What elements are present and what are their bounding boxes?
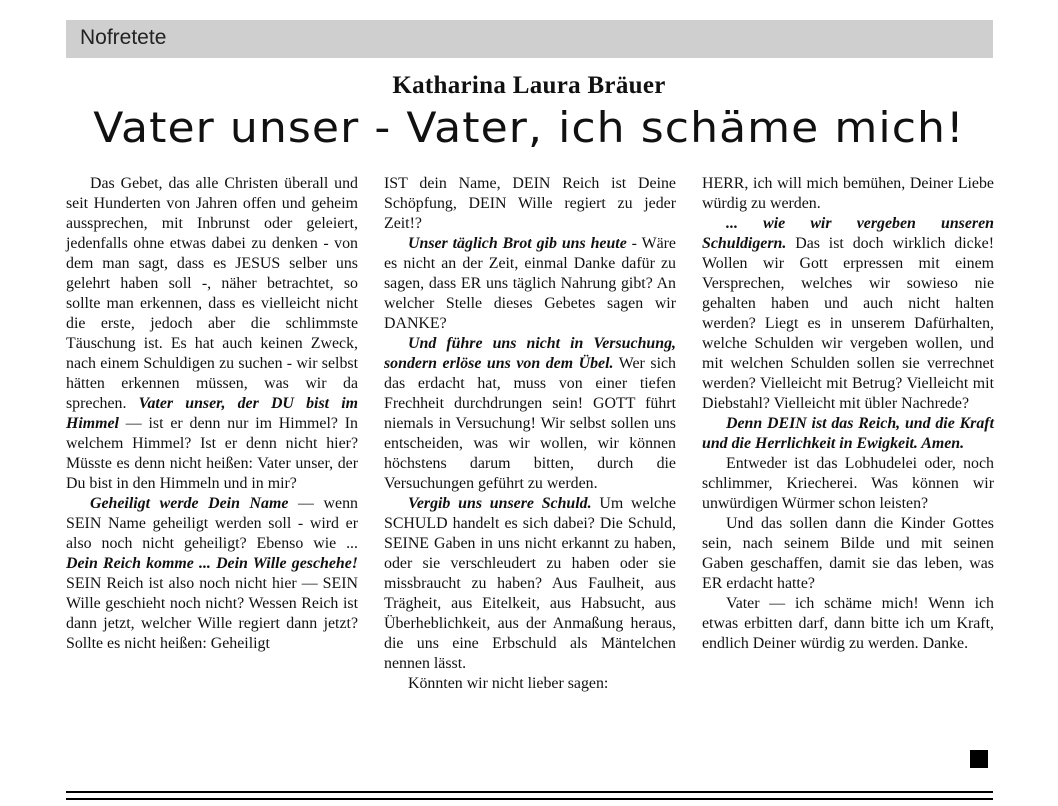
end-of-article-mark <box>970 750 988 768</box>
bottom-rule <box>66 791 993 793</box>
paragraph: Geheiligt werde Dein Name — wenn SEIN Name geheiligt werden soll - wird er also noch nicht geheiligt? Ebenso wie ... Dein Reich komme ... Dein Wille geschehe! SEIN Reich ist also noch nicht hier — SEIN Wille geschieht noch nicht? Wessen Reich ist dann jetzt, welcher Wille regiert dann jetzt? Sollte es nicht heißen: Geheiligt <box>66 495 358 652</box>
paragraph: Und das sollen dann die Kinder Gottes sein, nach seinem Bilde und mit seinen Gaben geschaffen, damit sie das leben, was ER erdacht hatte? <box>702 515 994 592</box>
paragraph: Denn DEIN ist das Reich, und die Kraft und die Herrlichkeit in Ewigkeit. Amen. <box>702 415 994 452</box>
section-header-bar <box>66 20 993 58</box>
bottom-rule-double <box>66 798 993 800</box>
text-column-3 <box>702 174 994 654</box>
paragraph: ... wie wir vergeben unseren Schuldigern. Das ist doch wirklich dicke! Wollen wir Gott erpressen mit einem Versprechen, welches wir sowieso nie gehalten haben und auch nicht halten werden? Liegt es in unserem Dafürhalten, welche Schulden wir vergeben wollen, und mit welchen Schulden sollen sie verrechnet werden? Vielleicht mit Betrug? Vielleicht mit Diebstahl? Vielleicht mit übler Nachrede? <box>702 215 994 412</box>
paragraph: Unser täglich Brot gib uns heute - Wäre es nicht an der Zeit, einmal Danke dafür zu sagen, dass ER uns täglich Nahrung gibt? An welcher Stelle dieses Gebetes sagen wir DANKE? <box>384 235 676 332</box>
paragraph: Vater — ich schäme mich! Wenn ich etwas erbitten darf, dann bitte ich um Kraft, endlich Deiner würdig zu werden. Danke. <box>702 595 994 652</box>
paragraph: Entweder ist das Lobhudelei oder, noch schlimmer, Kriecherei. Was können wir unwürdigen Würmer schon leisten? <box>702 455 994 512</box>
paragraph: HERR, ich will mich bemühen, Deiner Liebe würdig zu werden. <box>702 175 994 212</box>
paragraph: Und führe uns nicht in Versuchung, sondern erlöse uns von dem Übel. Wer sich das erdacht hat, muss von einer tiefen Frechheit durchdrungen sein! GOTT führt niemals in Versuchung! Wir selbst sollen uns entscheiden, was wir wollen, wir können höchstens darum bitten, durch die Versuchungen geführt zu werden. <box>384 335 677 492</box>
paragraph: Vergib uns unsere Schuld. Um welche SCHULD handelt es sich dabei? Die Schuld, SEINE Gaben in uns nicht erkannt zu haben, oder sie verschleudert zu haben oder sie missbraucht zu haben? Aus Faulheit, aus Trägheit, aus Eitelkeit, aus Habsucht, aus Überheblichkeit, aus der Anmaßung heraus, die uns eine Erbschuld als Mäntelchen nennen lässt. <box>384 495 676 672</box>
paragraph: Das Gebet, das alle Christen überall und seit Hunderten von Jahren offen und geheim aussprechen, mit Inbrunst oder geleiert, jedenfalls ohne etwas dabei zu denken - von dem man sagt, dass es JESUS selber uns gelehrt haben soll -, näher betrachtet, so sollte man erkennen, dass es vielleicht nicht die erste, jedoch aber die schlimmste Täuschung ist. Es hat auch keinen Zweck, nach einem Schuldigen zu suchen - wir selbst hätten erkennen müssen, was wir da sprechen. Vater unser, der DU bist im Himmel — ist er denn nur im Himmel? In welchem Himmel? Ist er denn nicht hier? Müsste es denn nicht heißen: Vater unser, der Du bist in den Himmeln und in mir? <box>66 175 358 492</box>
text-column-2 <box>384 174 676 694</box>
article-author: Katharina Laura Bräuer <box>392 72 666 99</box>
paragraph: IST dein Name, DEIN Reich ist Deine Schöpfung, DEIN Wille regiert zu jeder Zeit!? <box>384 175 676 232</box>
article-title: Vater unser - Vater, ich schäme mich! <box>93 103 965 152</box>
section-label: Nofretete <box>80 26 167 49</box>
paragraph: Könnten wir nicht lieber sagen: <box>408 675 609 692</box>
text-column-1 <box>66 174 358 654</box>
